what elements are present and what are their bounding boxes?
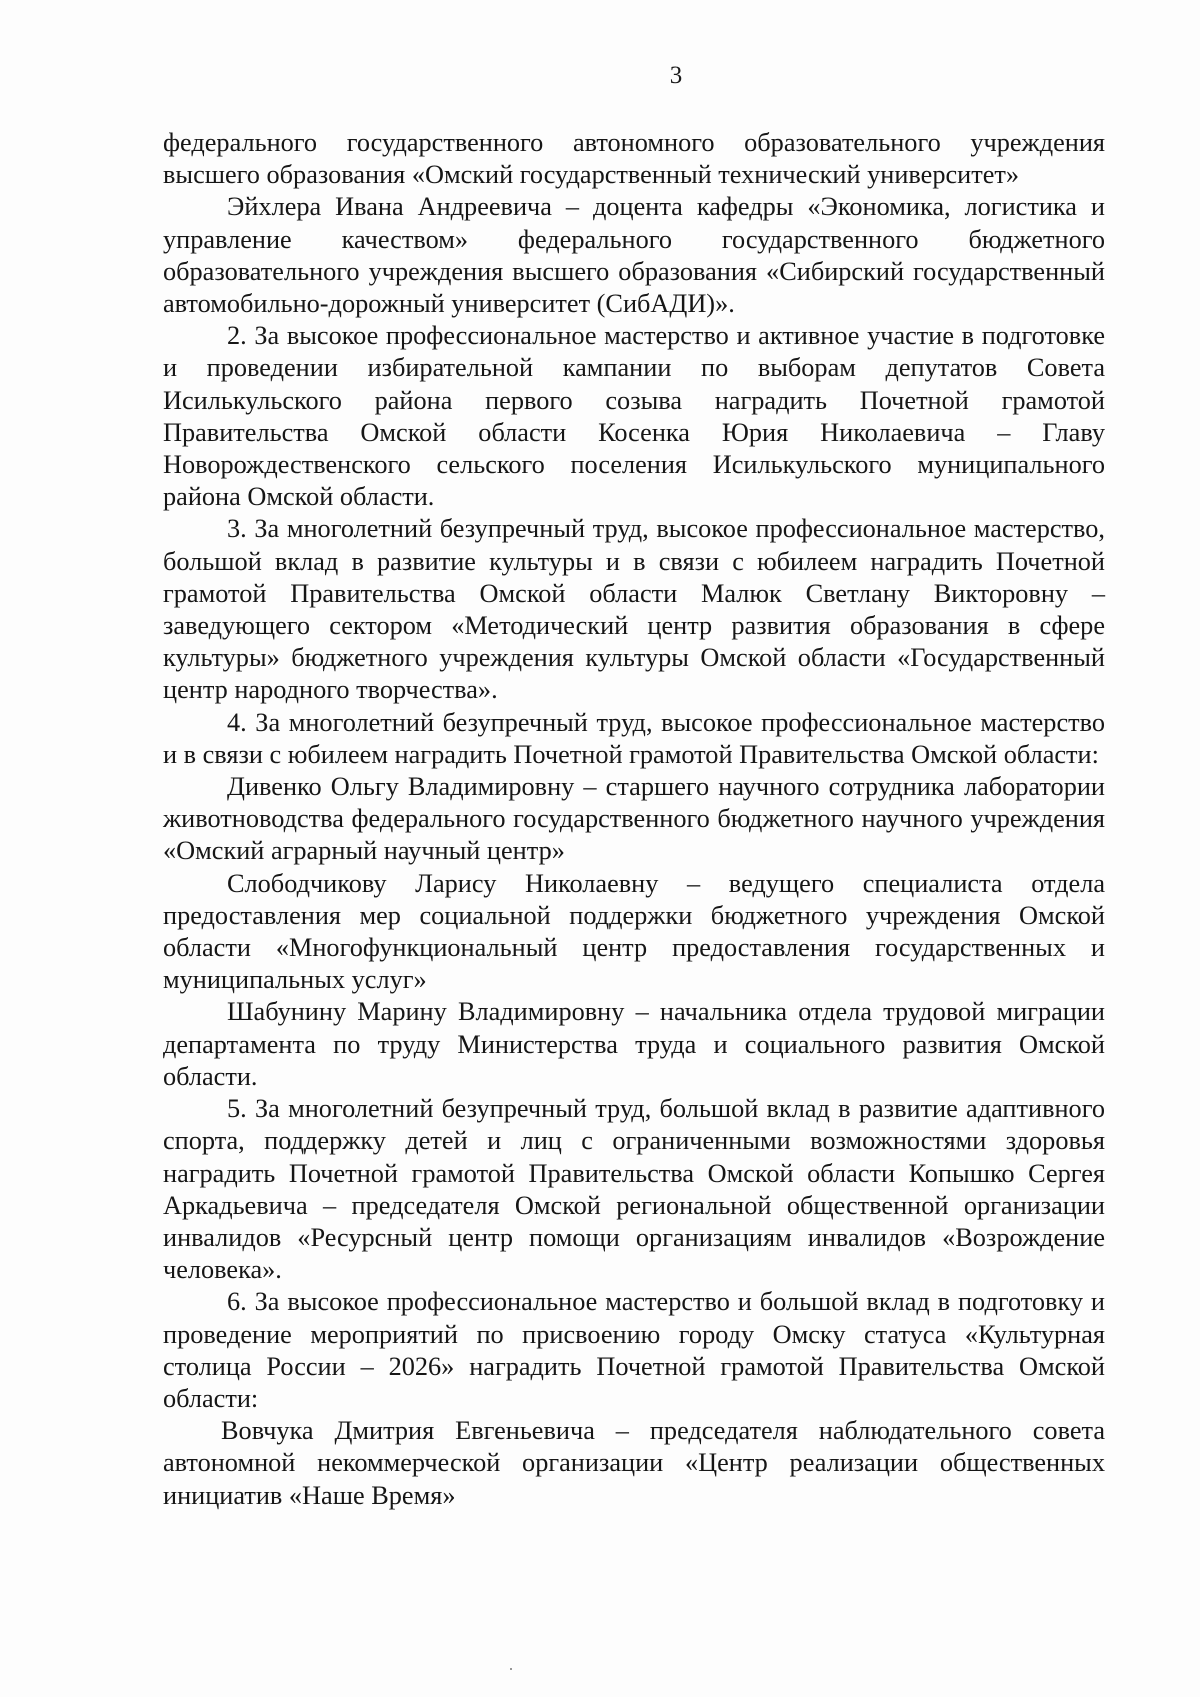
paragraph-university-continuation: федерального государственного автономного образовательного учреждения высшего образования «Омский государственный технический университет» <box>163 128 1105 190</box>
document-body <box>163 127 1105 1512</box>
paragraph-eikhler: Эйхлера Ивана Андреевича – доцента кафедры «Экономика, логистика и управление качеством» федерального государственного бюджетного образовательного учреждения высшего образования «Сибирский государственный автомобильно-дорожный университет (СибАДИ)». <box>163 192 1105 319</box>
paragraph-vovchuk: Вовчука Дмитрия Евгеньевича – председателя наблюдательного совета автономной некоммерческой организации «Центр реализации общественных инициатив «Наше Время» <box>163 1416 1105 1510</box>
paragraph-item-3: 3. За многолетний безупречный труд, высокое профессиональное мастерство, большой вклад в развитие культуры и в связи с юбилеем наградить Почетной грамотой Правительства Омской области Малюк Светлану Викторовну – заведующего сектором «Методический центр развития образования в сфере культуры» бюджетного учреждения культуры Омской области «Государственный центр народного творчества». <box>163 514 1105 705</box>
paragraph-shabunina: Шабунину Марину Владимировну – начальника отдела трудовой миграции департамента по труду Министерства труда и социального развития Омской области. <box>163 997 1105 1091</box>
paragraph-divenko: Дивенко Ольгу Владимировну – старшего научного сотрудника лаборатории животноводства федерального государственного бюджетного научного учреждения «Омский аграрный научный центр» <box>163 772 1105 866</box>
paragraph-item-5: 5. За многолетний безупречный труд, большой вклад в развитие адаптивного спорта, поддержку детей и лиц с ограниченными возможностями здоровья наградить Почетной грамотой Правительства Омской области Копышко Сергея Аркадьевича – председателя Омской региональной общественной организации инвалидов «Ресурсный центр помощи организациям инвалидов «Возрождение человека». <box>163 1094 1105 1285</box>
paragraph-item-6: 6. За высокое профессиональное мастерство и большой вклад в подготовку и проведение мероприятий по присвоению городу Омску статуса «Культурная столица России – 2026» наградить Почетной грамотой Правительства Омской области: <box>163 1287 1105 1413</box>
paragraph-slobodchikova: Слободчикову Ларису Николаевну – ведущего специалиста отдела предоставления мер социальной поддержки бюджетного учреждения Омской области «Многофункциональный центр предоставления государственных и муниципальных услуг» <box>163 868 1105 995</box>
paragraph-item-4: 4. За многолетний безупречный труд, высокое профессиональное мастерство и в связи с юбилеем наградить Почетной грамотой Правительства Омской области: <box>163 707 1105 769</box>
scan-artifact-dot <box>510 1668 512 1670</box>
paragraph-item-2: 2. За высокое профессиональное мастерство и активное участие в подготовке и проведении избирательной кампании по выборам депутатов Совета Исилькульского района первого созыва наградить Почетной грамотой Правительства Омской области Косенка Юрия Николаевича – Главу Новорождественского сельского поселения Исилькульского муниципального района Омской области. <box>163 321 1105 512</box>
page-number: 3 <box>669 62 683 89</box>
